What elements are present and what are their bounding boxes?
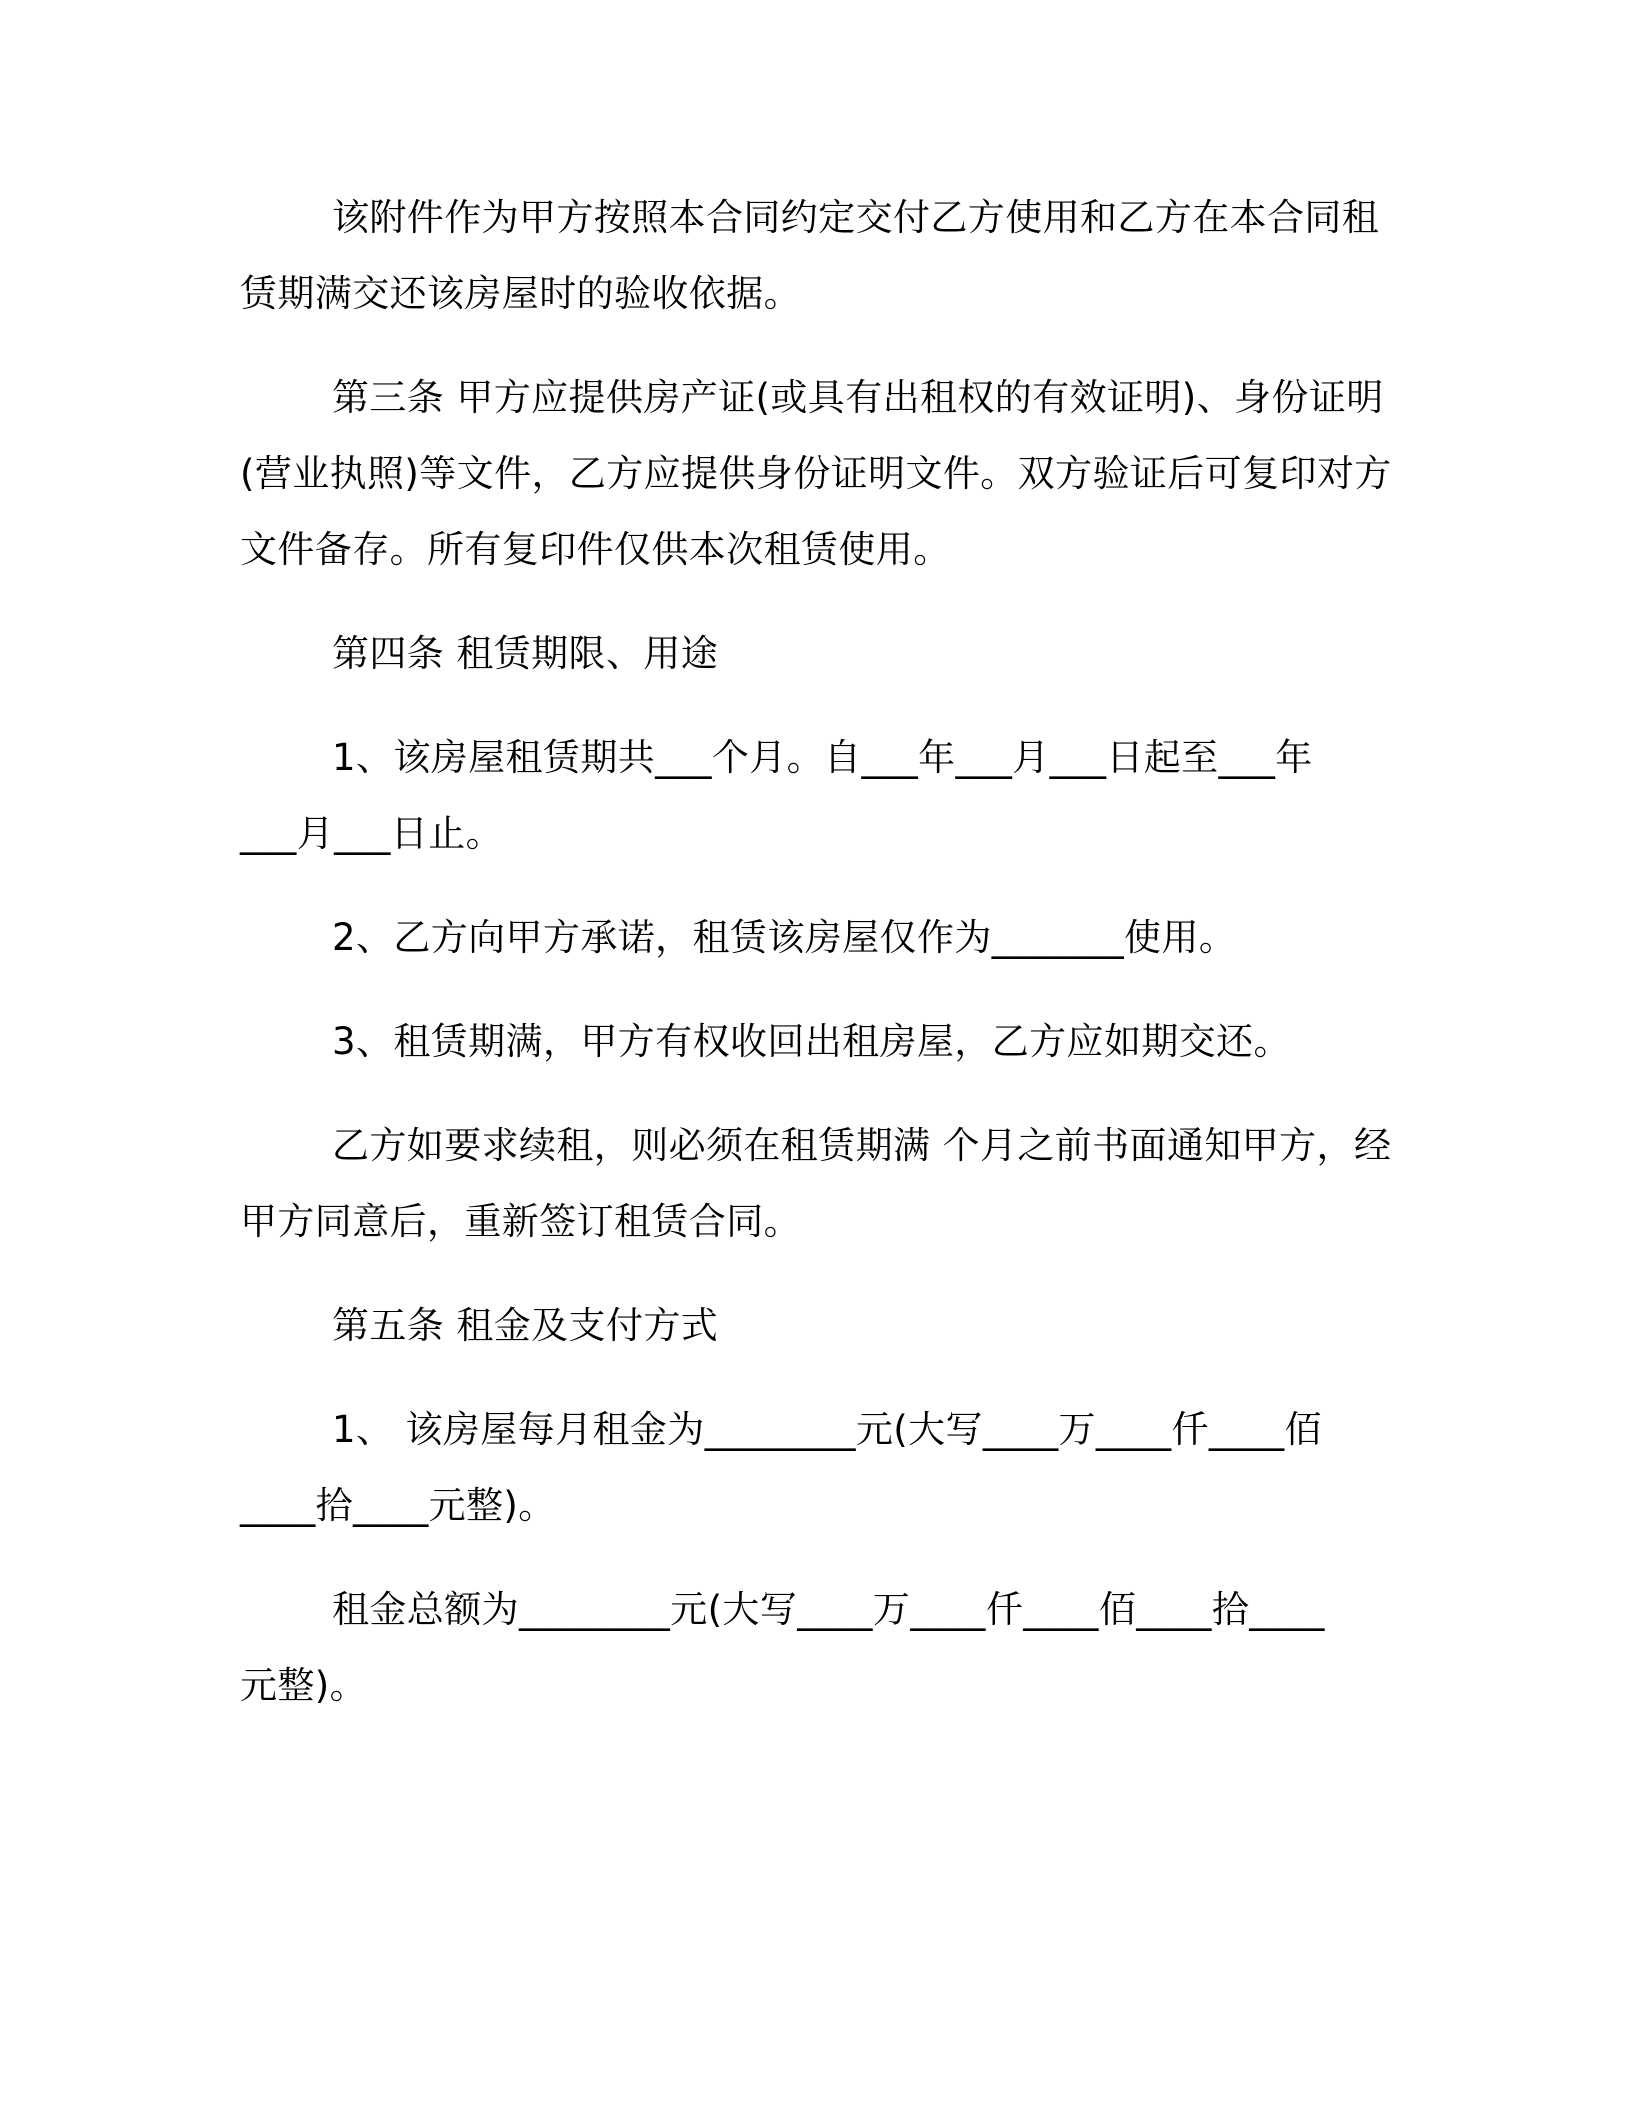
paragraph-line: 文件备存。所有复印件仅供本次租赁使用。 — [240, 528, 951, 571]
article-3-line: 第三条 甲方应提供房产证(或具有出租权的有效证明)、身份证明 — [332, 376, 1384, 419]
clause-line: 1、 该房屋每月租金为________元(大写____万____仟____佰 — [332, 1408, 1322, 1451]
paragraph-line: 赁期满交还该房屋时的验收依据。 — [240, 272, 801, 315]
paragraph-line: 乙方如要求续租，则必须在租赁期满 个月之前书面通知甲方，经 — [332, 1124, 1392, 1167]
clause-line: 2、乙方向甲方承诺，租赁该房屋仅作为_______使用。 — [332, 916, 1237, 959]
paragraph-line: 租金总额为________元(大写____万____仟____佰____拾____ — [332, 1588, 1325, 1631]
clause-line: 3、租赁期满，甲方有权收回出租房屋，乙方应如期交还。 — [332, 1020, 1291, 1063]
clause-line: ___月___日止。 — [240, 812, 503, 855]
article-4-heading: 第四条 租赁期限、用途 — [332, 632, 719, 675]
article-5-heading: 第五条 租金及支付方式 — [332, 1304, 719, 1347]
paragraph-line: 元整)。 — [240, 1664, 368, 1707]
clause-line: 1、该房屋租赁期共___个月。自___年___月___日起至___年 — [332, 736, 1313, 779]
clause-line: ____拾____元整)。 — [240, 1484, 556, 1527]
paragraph-line: (营业执照)等文件，乙方应提供身份证明文件。双方验证后可复印对方 — [240, 452, 1392, 495]
paragraph-line: 甲方同意后，重新签订租赁合同。 — [240, 1200, 801, 1243]
paragraph-line: 该附件作为甲方按照本合同约定交付乙方使用和乙方在本合同租 — [332, 196, 1380, 239]
